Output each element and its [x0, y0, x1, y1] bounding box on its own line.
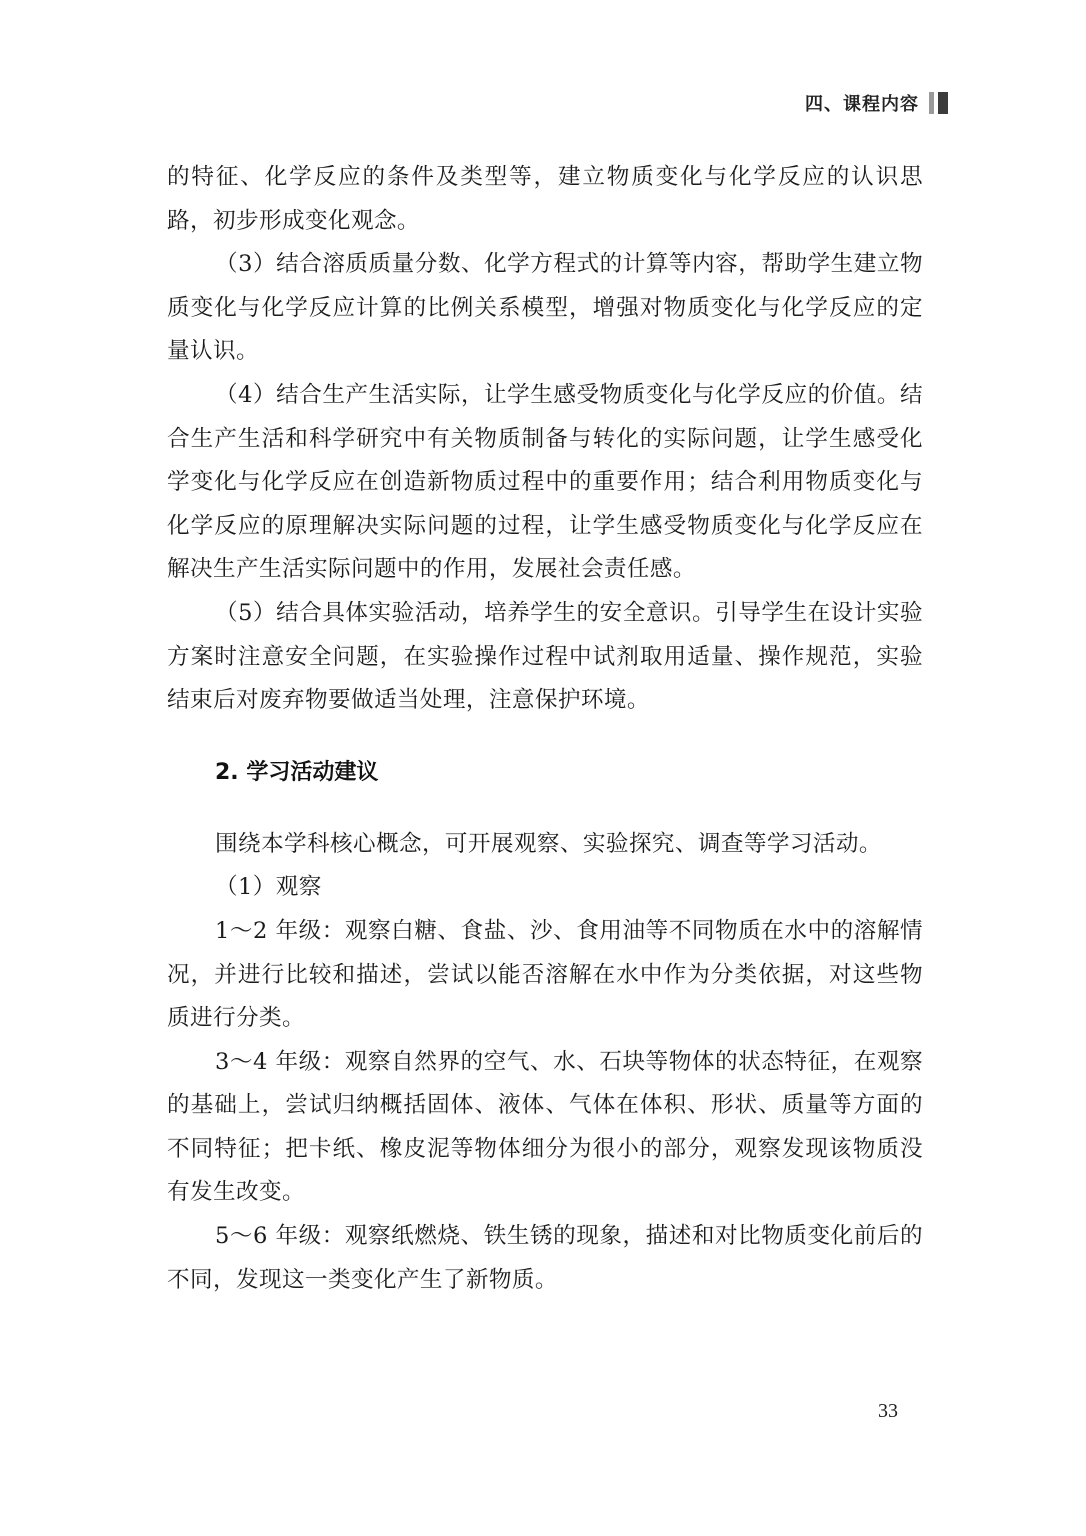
paragraph-grade-1-2: 1～2 年级：观察白糖、食盐、沙、食用油等不同物质在水中的溶解情况，并进行比较和描述，尝试以能否溶解在水中作为分类依据，对这些物质进行分类。: [167, 917, 923, 1032]
paragraph-item-4: （4）结合生产生活实际，让学生感受物质变化与化学反应的价值。结合生产生活和科学研究中有关物质制备与转化的实际问题，让学生感受化学变化与化学反应在创造新物质过程中的重要作用；结合利用物质变化与化学反应的原理解决实际问题的过程，让学生感受物质变化与化学反应在解决生产生活实际问题中的作用，发展社会责任感。: [167, 381, 923, 583]
paragraph-intro: 围绕本学科核心概念，可开展观察、实验探究、调查等学习活动。: [215, 830, 882, 857]
paragraph-item-5: （5）结合具体实验活动，培养学生的安全意识。引导学生在设计实验方案时注意安全问题，在实验操作过程中试剂取用适量、操作规范，实验结束后对废弃物要做适当处理，注意保护环境。: [167, 599, 923, 714]
paragraph-continued: 的特征、化学反应的条件及类型等，建立物质变化与化学反应的认识思路，初步形成变化观念。: [167, 164, 923, 234]
paragraph-item-3: （3）结合溶质质量分数、化学方程式的计算等内容，帮助学生建立物质变化与化学反应计算的比例关系模型，增强对物质变化与化学反应的定量认识。: [167, 251, 923, 365]
subheading-observation: （1）观察: [215, 874, 322, 901]
chapter-title: 四、课程内容: [805, 94, 919, 115]
section-heading: 2. 学习活动建议: [215, 759, 379, 785]
paragraph-grade-3-4: 3～4 年级：观察自然界的空气、水、石块等物体的状态特征，在观察的基础上，尝试归纳概括固体、液体、气体在体积、形状、质量等方面的不同特征；把卡纸、橡皮泥等物体细分为很小的部分，观察发现该物质没有发生改变。: [167, 1048, 923, 1206]
page-number: 33: [878, 1400, 898, 1422]
body-text: [167, 156, 923, 1302]
running-header: [805, 90, 948, 116]
header-mark-thick: [938, 92, 948, 114]
header-bar-marks: [929, 92, 948, 114]
paragraph-grade-5-6: 5～6 年级：观察纸燃烧、铁生锈的现象，描述和对比物质变化前后的不同，发现这一类变化产生了新物质。: [167, 1223, 923, 1293]
header-mark-thin: [929, 92, 934, 114]
